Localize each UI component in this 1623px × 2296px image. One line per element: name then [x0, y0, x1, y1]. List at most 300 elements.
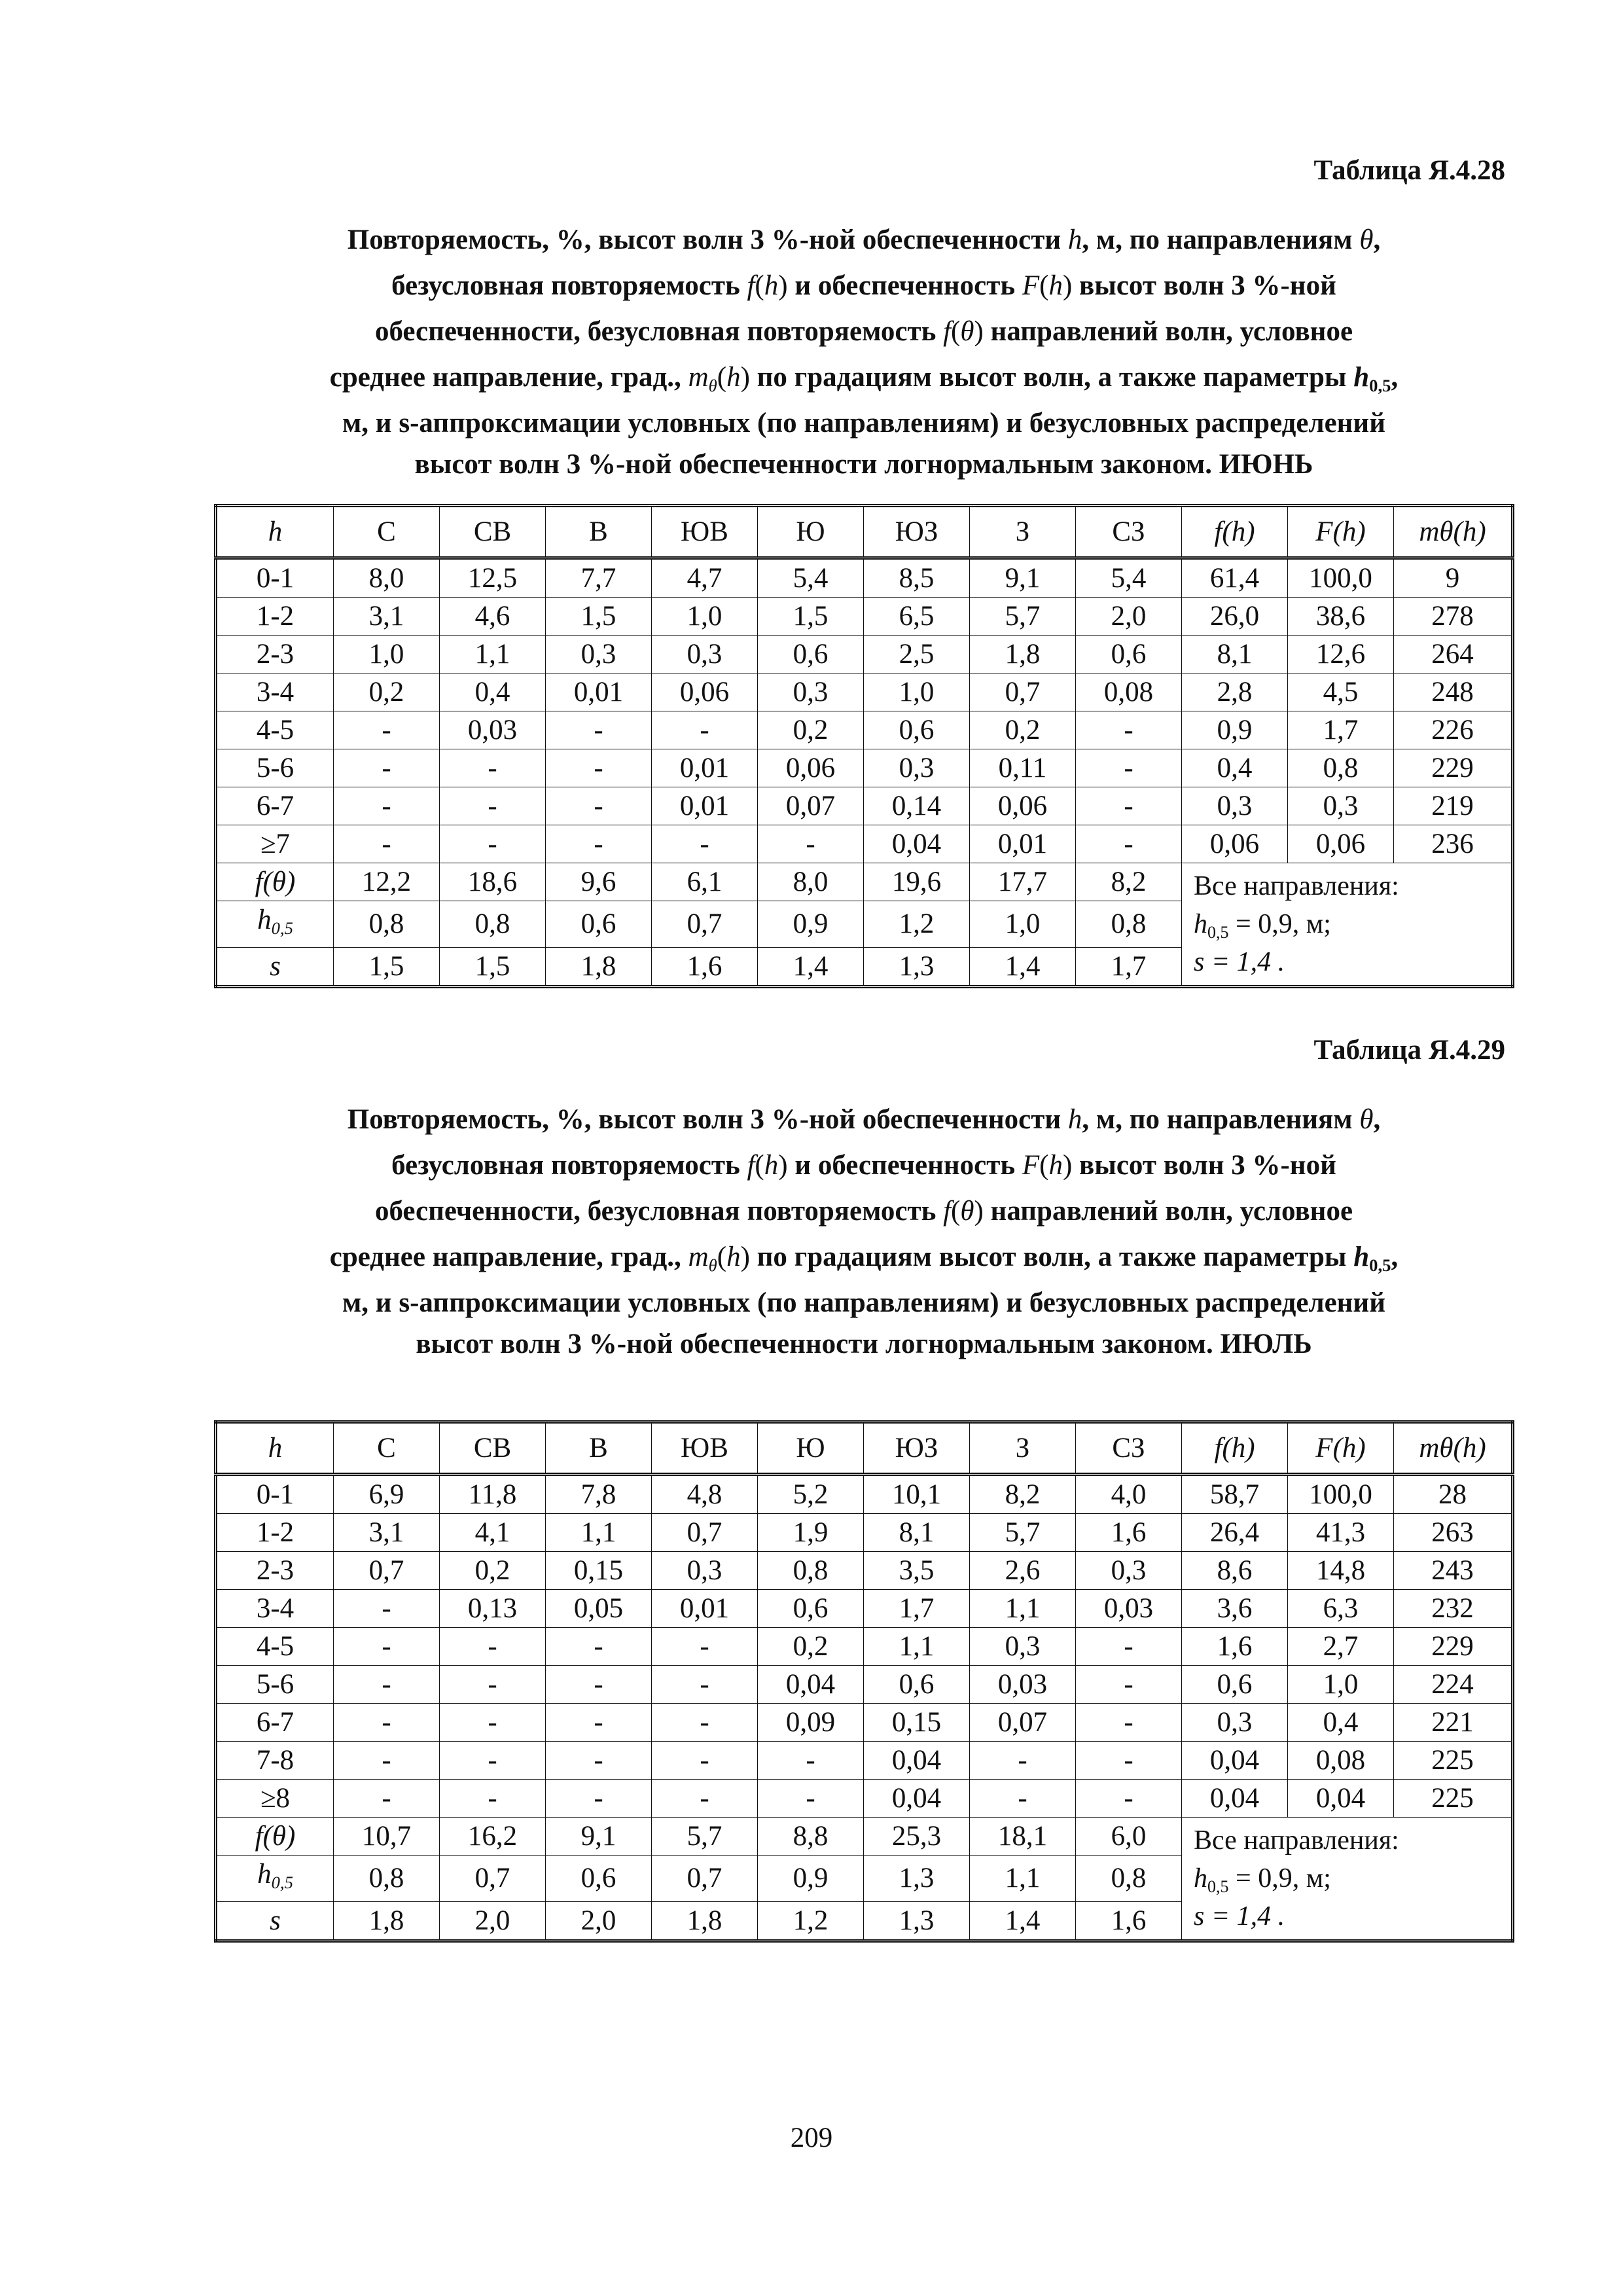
table-cell: 8,5 — [864, 558, 970, 598]
table-cell: 6,3 — [1288, 1590, 1394, 1628]
table-cell: 0,07 — [758, 787, 864, 825]
table-cell: - — [652, 1704, 758, 1742]
table-cell: - — [546, 711, 652, 749]
table-cell: 41,3 — [1288, 1514, 1394, 1552]
table-cell: 8,0 — [758, 863, 864, 901]
table-cell: 9 — [1394, 558, 1513, 598]
table-cell: 6,5 — [864, 598, 970, 636]
table-cell: 0,6 — [546, 901, 652, 948]
table-cell: 5,7 — [970, 598, 1076, 636]
column-header: Ю — [758, 506, 864, 558]
table-cell: 0,06 — [652, 673, 758, 711]
table-cell: 1,4 — [758, 947, 864, 986]
table-cell: 3,1 — [334, 598, 440, 636]
table-cell: 0,3 — [546, 636, 652, 673]
table-cell: 0,04 — [864, 825, 970, 863]
table-cell: - — [1076, 1742, 1182, 1780]
table-cell: 18,1 — [970, 1818, 1076, 1856]
table-cell: 0,04 — [758, 1666, 864, 1704]
table-cell: 236 — [1394, 825, 1513, 863]
table-cell: 221 — [1394, 1704, 1513, 1742]
table-cell: 2,6 — [970, 1552, 1076, 1590]
table-cell: 1,3 — [864, 1856, 970, 1902]
summary-h05: $h_{0,5} = 0,9$, м; — [1194, 909, 1331, 942]
table-cell: 0,8 — [1076, 1856, 1182, 1902]
table-row — [216, 787, 1513, 825]
row-header: 0-1 — [216, 1475, 334, 1514]
table-cell: 2,5 — [864, 636, 970, 673]
table-cell: 10,7 — [334, 1818, 440, 1856]
table-cell: 0,04 — [864, 1742, 970, 1780]
table-cell: 0,04 — [1288, 1780, 1394, 1818]
table-cell: 0,7 — [652, 901, 758, 948]
row-header: 2-3 — [216, 1552, 334, 1590]
column-header: h — [216, 1422, 334, 1475]
table-cell: 2,7 — [1288, 1628, 1394, 1666]
table-cell: 229 — [1394, 749, 1513, 787]
table-cell: 0,07 — [970, 1704, 1076, 1742]
table-cell: 4,6 — [440, 598, 546, 636]
table-row — [216, 1514, 1513, 1552]
table-cell: 0,6 — [864, 711, 970, 749]
table-cell: 5,7 — [970, 1514, 1076, 1552]
table-cell: 1,4 — [970, 1901, 1076, 1941]
table-cell: 4,1 — [440, 1514, 546, 1552]
table-cell: 264 — [1394, 636, 1513, 673]
summary-s: s = 1,4 . — [1194, 947, 1285, 977]
table-cell: 6,0 — [1076, 1818, 1182, 1856]
table-cell: 0,8 — [334, 1856, 440, 1902]
column-header: F(h) — [1288, 506, 1394, 558]
row-header: 4-5 — [216, 1628, 334, 1666]
column-header: З — [970, 1422, 1076, 1475]
table-cell: - — [546, 1704, 652, 1742]
table-cell: - — [1076, 711, 1182, 749]
column-header: ЮЗ — [864, 1422, 970, 1475]
column-header: ЮВ — [652, 1422, 758, 1475]
column-header: mθ(h) — [1394, 1422, 1513, 1475]
table-cell: 0,6 — [546, 1856, 652, 1902]
table-cell: 3,6 — [1182, 1590, 1288, 1628]
f-theta-row — [216, 1818, 1513, 1856]
table-cell: 1,5 — [334, 947, 440, 986]
table-cell: - — [758, 1742, 864, 1780]
table-row — [216, 1704, 1513, 1742]
table-cell: 1,5 — [758, 598, 864, 636]
column-header: ЮЗ — [864, 506, 970, 558]
table-cell: - — [334, 825, 440, 863]
table-cell: 0,3 — [1288, 787, 1394, 825]
row-header: 0-1 — [216, 558, 334, 598]
table-cell: - — [1076, 1628, 1182, 1666]
table-cell: - — [970, 1780, 1076, 1818]
table-row — [216, 1475, 1513, 1514]
table-cell: - — [546, 1628, 652, 1666]
row-header: 1-2 — [216, 1514, 334, 1552]
table-cell: 0,15 — [864, 1704, 970, 1742]
table-cell: 1,0 — [652, 598, 758, 636]
table-cell: 0,03 — [1076, 1590, 1182, 1628]
row-header: 7-8 — [216, 1742, 334, 1780]
row-header: ≥7 — [216, 825, 334, 863]
table-cell: 11,8 — [440, 1475, 546, 1514]
table-cell: 0,01 — [546, 673, 652, 711]
table-cell: 17,7 — [970, 863, 1076, 901]
column-header: Ю — [758, 1422, 864, 1475]
table-cell: 2,0 — [1076, 598, 1182, 636]
table-row — [216, 1742, 1513, 1780]
all-directions-summary — [1182, 1818, 1513, 1941]
table-cell: - — [652, 1742, 758, 1780]
table-cell: 1,9 — [758, 1514, 864, 1552]
table-cell: 0,06 — [970, 787, 1076, 825]
table-cell: 0,8 — [334, 901, 440, 948]
table-cell: - — [652, 825, 758, 863]
table-cell: 1,3 — [864, 1901, 970, 1941]
table-cell: - — [334, 1780, 440, 1818]
table-cell: - — [546, 1666, 652, 1704]
table-cell: - — [652, 1628, 758, 1666]
table-cell: 225 — [1394, 1780, 1513, 1818]
f-theta-row — [216, 863, 1513, 901]
table-cell: 1,1 — [864, 1628, 970, 1666]
table-cell: 0,6 — [758, 1590, 864, 1628]
table-cell: 229 — [1394, 1628, 1513, 1666]
table-cell: - — [440, 787, 546, 825]
table-cell: 1,6 — [652, 947, 758, 986]
table-cell: 0,2 — [334, 673, 440, 711]
table-cell: 8,8 — [758, 1818, 864, 1856]
table-cell: - — [652, 1780, 758, 1818]
table-row — [216, 749, 1513, 787]
column-header: СВ — [440, 1422, 546, 1475]
table-cell: 5,7 — [652, 1818, 758, 1856]
column-header: СЗ — [1076, 1422, 1182, 1475]
table-cell: 0,4 — [440, 673, 546, 711]
table-cell: 4,7 — [652, 558, 758, 598]
table-cell: 0,3 — [652, 1552, 758, 1590]
table-cell: 0,3 — [652, 636, 758, 673]
table-cell: 5,4 — [758, 558, 864, 598]
table-caption: Повторяемость, %, высот волн 3 %-ной обеспеченности h, м, по направлениям θ, безусловная повторяемость f(h) и обеспеченность F(h) высот волн 3 %-ной обеспеченности, безусловная повторяемость f(θ) направлений волн, условное среднее направление, град., $m_\theta(h)$ по градациям высот волн, а также параметры $h_{0,5}$, м, и s-аппроксимации условных (по направлениям) и безусловных распределений высот волн 3 %-ной обеспеченности логнормальным законом. ИЮНЬ — [329, 224, 1399, 480]
table-cell: - — [758, 1780, 864, 1818]
table-cell: 4,0 — [1076, 1475, 1182, 1514]
table-cell: - — [334, 1590, 440, 1628]
row-header: 5-6 — [216, 749, 334, 787]
table-cell: 0,7 — [652, 1514, 758, 1552]
table-cell: 1,7 — [1076, 947, 1182, 986]
table-row — [216, 1628, 1513, 1666]
table-cell: 1,0 — [970, 901, 1076, 948]
table-cell: - — [546, 1780, 652, 1818]
table-row — [216, 1780, 1513, 1818]
row-header: f(θ) — [216, 863, 334, 901]
table-cell: - — [546, 749, 652, 787]
table-cell: 0,2 — [758, 711, 864, 749]
table-cell: 224 — [1394, 1666, 1513, 1704]
column-header: f(h) — [1182, 506, 1288, 558]
table-cell: 1,5 — [546, 598, 652, 636]
row-header: ≥8 — [216, 1780, 334, 1818]
table-cell: 58,7 — [1182, 1475, 1288, 1514]
table-cell: 1,4 — [970, 947, 1076, 986]
table-cell: 0,04 — [864, 1780, 970, 1818]
row-header: 3-4 — [216, 673, 334, 711]
table-cell: 26,0 — [1182, 598, 1288, 636]
table-cell: 0,6 — [758, 636, 864, 673]
column-header: СВ — [440, 506, 546, 558]
table-cell: 1,0 — [1288, 1666, 1394, 1704]
table-cell: 3,5 — [864, 1552, 970, 1590]
table-cell: - — [970, 1742, 1076, 1780]
table-cell: - — [1076, 1704, 1182, 1742]
table-cell: 0,01 — [652, 787, 758, 825]
table-cell: 1,3 — [864, 947, 970, 986]
table-cell: 7,8 — [546, 1475, 652, 1514]
table-row — [216, 1666, 1513, 1704]
table-cell: 0,9 — [758, 1856, 864, 1902]
table-cell: 0,6 — [1182, 1666, 1288, 1704]
table-row — [216, 558, 1513, 598]
table-row — [216, 636, 1513, 673]
table-cell: 243 — [1394, 1552, 1513, 1590]
table-cell: 1,8 — [546, 947, 652, 986]
table-cell: 5,2 — [758, 1475, 864, 1514]
table-cell: 0,09 — [758, 1704, 864, 1742]
table-cell: 1,0 — [334, 636, 440, 673]
column-header: В — [546, 1422, 652, 1475]
table-cell: - — [334, 787, 440, 825]
table-row — [216, 673, 1513, 711]
table-cell: - — [334, 1628, 440, 1666]
table-cell: 100,0 — [1288, 558, 1394, 598]
table-cell: 0,04 — [1182, 1742, 1288, 1780]
table-cell: - — [1076, 1666, 1182, 1704]
table-cell: 9,1 — [546, 1818, 652, 1856]
table-cell: 219 — [1394, 787, 1513, 825]
table-cell: 1,1 — [440, 636, 546, 673]
table-cell: 0,08 — [1288, 1742, 1394, 1780]
table-cell: 0,3 — [1182, 1704, 1288, 1742]
table-cell: 263 — [1394, 1514, 1513, 1552]
table-cell: 9,6 — [546, 863, 652, 901]
table-cell: 4,5 — [1288, 673, 1394, 711]
table-cell: - — [1076, 749, 1182, 787]
table-cell: - — [546, 825, 652, 863]
table-cell: 0,7 — [440, 1856, 546, 1902]
table-cell: - — [652, 1666, 758, 1704]
column-header: В — [546, 506, 652, 558]
table-cell: 6,1 — [652, 863, 758, 901]
table-cell: 0,3 — [1076, 1552, 1182, 1590]
table-row — [216, 598, 1513, 636]
table-cell: 0,9 — [1182, 711, 1288, 749]
column-header: С — [334, 506, 440, 558]
table-cell: 0,9 — [758, 901, 864, 948]
row-header: 2-3 — [216, 636, 334, 673]
table-cell: 16,2 — [440, 1818, 546, 1856]
table-cell: 0,7 — [652, 1856, 758, 1902]
table-cell: 1,6 — [1076, 1901, 1182, 1941]
table-cell: 0,03 — [970, 1666, 1076, 1704]
table-cell: 18,6 — [440, 863, 546, 901]
table-row — [216, 711, 1513, 749]
page-number: 209 — [790, 2123, 833, 2153]
table-cell: 10,1 — [864, 1475, 970, 1514]
table-cell: 19,6 — [864, 863, 970, 901]
table-cell: - — [334, 1704, 440, 1742]
table-cell: 1,8 — [970, 636, 1076, 673]
summary-h05-value: = 0,9, м; — [1236, 909, 1331, 939]
table-cell: 0,06 — [758, 749, 864, 787]
table-cell: 1,8 — [652, 1901, 758, 1941]
table-cell: 0,14 — [864, 787, 970, 825]
column-header: f(h) — [1182, 1422, 1288, 1475]
column-header: СЗ — [1076, 506, 1182, 558]
row-header: s — [216, 1901, 334, 1941]
table-cell: 0,6 — [1076, 636, 1182, 673]
summary-title: Все направления: — [1194, 1825, 1399, 1856]
table-cell: 0,8 — [440, 901, 546, 948]
table-cell: 232 — [1394, 1590, 1513, 1628]
table-cell: 2,0 — [440, 1901, 546, 1941]
table-cell: 3,1 — [334, 1514, 440, 1552]
table-cell: - — [1076, 825, 1182, 863]
table-cell: - — [334, 749, 440, 787]
all-directions-summary — [1182, 863, 1513, 987]
table-cell: 0,04 — [1182, 1780, 1288, 1818]
table-cell: 1,8 — [334, 1901, 440, 1941]
table-cell: 8,2 — [970, 1475, 1076, 1514]
table-cell: 1,1 — [970, 1856, 1076, 1902]
table-cell: - — [334, 1742, 440, 1780]
summary-h05-value: = 0,9, м; — [1236, 1863, 1331, 1893]
summary-title: Все направления: — [1194, 871, 1399, 901]
table-cell: 26,4 — [1182, 1514, 1288, 1552]
table-cell: 0,4 — [1288, 1704, 1394, 1742]
row-header: 3-4 — [216, 1590, 334, 1628]
table-cell: 12,6 — [1288, 636, 1394, 673]
table-cell: 0,4 — [1182, 749, 1288, 787]
table-cell: - — [334, 711, 440, 749]
table-cell: - — [758, 825, 864, 863]
table-cell: - — [440, 1742, 546, 1780]
wave-height-table-june — [214, 504, 1514, 988]
row-header: 6-7 — [216, 787, 334, 825]
column-header: F(h) — [1288, 1422, 1394, 1475]
row-header: 1-2 — [216, 598, 334, 636]
table-cell: 0,08 — [1076, 673, 1182, 711]
table-cell: - — [334, 1666, 440, 1704]
table-cell: 225 — [1394, 1742, 1513, 1780]
summary-s: s = 1,4 . — [1194, 1901, 1285, 1931]
column-header: З — [970, 506, 1076, 558]
table-cell: 1,6 — [1182, 1628, 1288, 1666]
table-cell: 0,3 — [1182, 787, 1288, 825]
table-cell: - — [440, 1666, 546, 1704]
table-cell: - — [1076, 787, 1182, 825]
table-cell: 0,8 — [1288, 749, 1394, 787]
table-cell: 12,5 — [440, 558, 546, 598]
table-cell: 0,7 — [334, 1552, 440, 1590]
table-cell: 278 — [1394, 598, 1513, 636]
table-cell: 1,2 — [758, 1901, 864, 1941]
table-cell: 1,5 — [440, 947, 546, 986]
table-cell: 1,1 — [546, 1514, 652, 1552]
table-row — [216, 1552, 1513, 1590]
row-header: $h_{0,5}$ — [216, 901, 334, 948]
table-cell: 2,8 — [1182, 673, 1288, 711]
summary-h05: $h_{0,5} = 0,9$, м; — [1194, 1863, 1331, 1896]
table-cell: 8,2 — [1076, 863, 1182, 901]
table-cell: 1,1 — [970, 1590, 1076, 1628]
table-cell: 226 — [1394, 711, 1513, 749]
table-cell: 9,1 — [970, 558, 1076, 598]
table-label: Таблица Я.4.28 — [1313, 155, 1505, 186]
table-cell: 1,6 — [1076, 1514, 1182, 1552]
table-cell: 1,7 — [864, 1590, 970, 1628]
table-cell: 248 — [1394, 673, 1513, 711]
column-header: С — [334, 1422, 440, 1475]
table-cell: 14,8 — [1288, 1552, 1394, 1590]
row-header: 6-7 — [216, 1704, 334, 1742]
table-cell: 2,0 — [546, 1901, 652, 1941]
table-cell: 4,8 — [652, 1475, 758, 1514]
column-header: mθ(h) — [1394, 506, 1513, 558]
table-cell: - — [652, 711, 758, 749]
table-cell: 0,11 — [970, 749, 1076, 787]
table-cell: 0,2 — [970, 711, 1076, 749]
table-cell: - — [546, 787, 652, 825]
table-cell: - — [440, 1628, 546, 1666]
table-cell: 1,7 — [1288, 711, 1394, 749]
row-header: $h_{0,5}$ — [216, 1856, 334, 1902]
table-cell: 7,7 — [546, 558, 652, 598]
table-cell: 0,01 — [970, 825, 1076, 863]
table-cell: - — [440, 825, 546, 863]
table-cell: 0,01 — [652, 1590, 758, 1628]
table-cell: 0,13 — [440, 1590, 546, 1628]
table-cell: - — [546, 1742, 652, 1780]
table-cell: 38,6 — [1288, 598, 1394, 636]
table-cell: 0,06 — [1182, 825, 1288, 863]
table-cell: 8,6 — [1182, 1552, 1288, 1590]
row-header: f(θ) — [216, 1818, 334, 1856]
table-row — [216, 825, 1513, 863]
table-cell: 0,06 — [1288, 825, 1394, 863]
table-cell: 0,01 — [652, 749, 758, 787]
table-cell: - — [440, 1780, 546, 1818]
wave-height-table-july — [214, 1420, 1514, 1943]
table-cell: 0,3 — [864, 749, 970, 787]
table-cell: 8,0 — [334, 558, 440, 598]
table-cell: 6,9 — [334, 1475, 440, 1514]
column-header: ЮВ — [652, 506, 758, 558]
table-row — [216, 1590, 1513, 1628]
table-cell: 100,0 — [1288, 1475, 1394, 1514]
column-header: h — [216, 506, 334, 558]
table-cell: 12,2 — [334, 863, 440, 901]
table-cell: 5,4 — [1076, 558, 1182, 598]
table-cell: 0,2 — [758, 1628, 864, 1666]
row-header: 5-6 — [216, 1666, 334, 1704]
table-cell: 0,15 — [546, 1552, 652, 1590]
table-cell: 0,7 — [970, 673, 1076, 711]
row-header: s — [216, 947, 334, 986]
table-cell: 28 — [1394, 1475, 1513, 1514]
table-cell: 1,0 — [864, 673, 970, 711]
table-cell: 0,05 — [546, 1590, 652, 1628]
